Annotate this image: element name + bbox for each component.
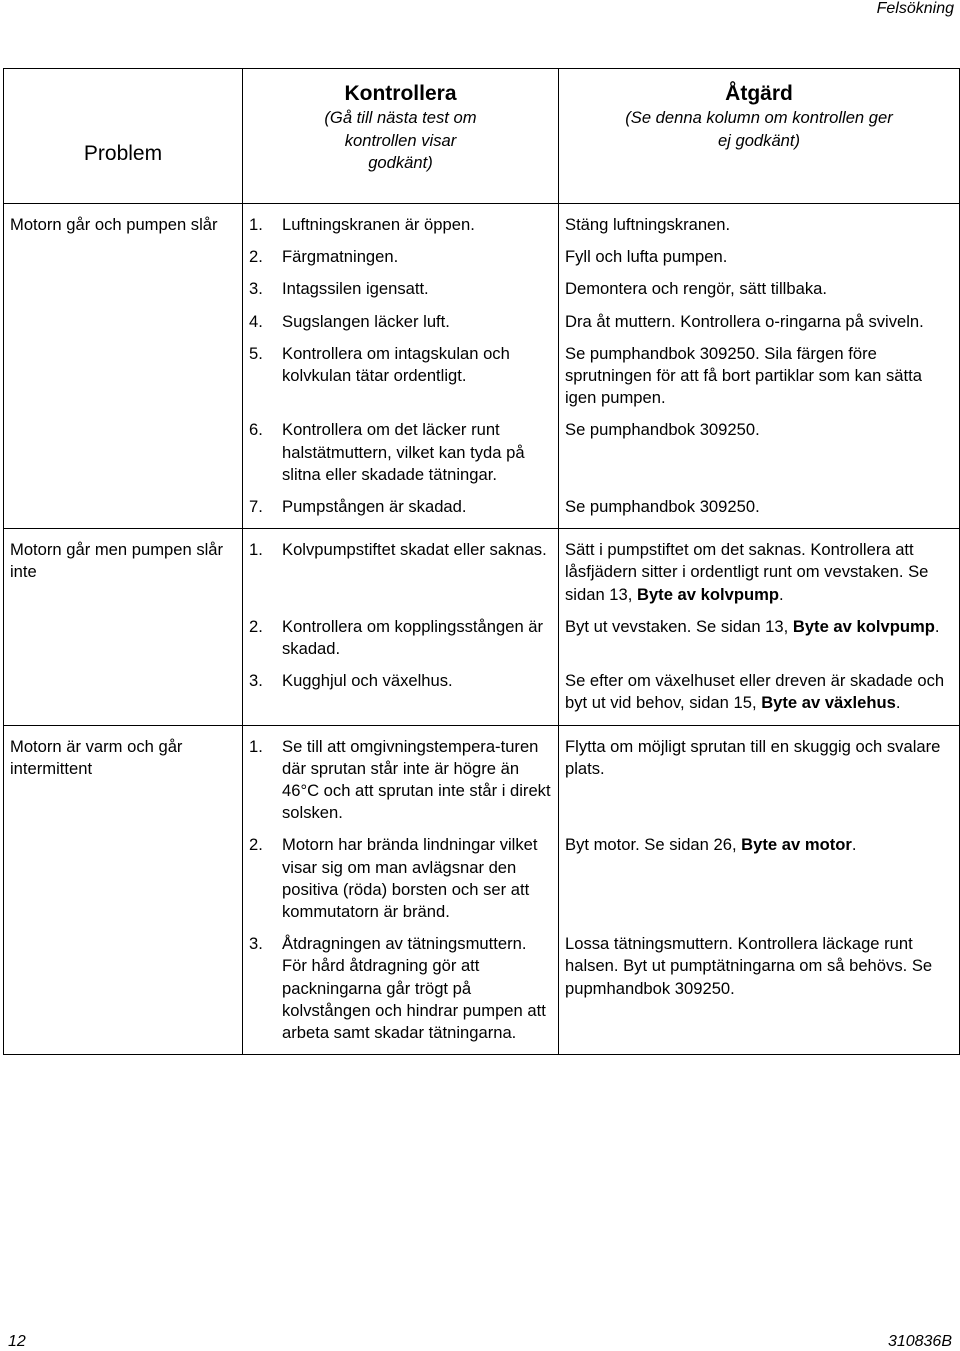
action-text: Demontera och rengör, sätt tillbaka. <box>565 279 827 299</box>
check-text: Kontrollera om intagskulan och kolvkulan tätar ordentligt. <box>282 343 510 386</box>
action-text: Stäng luftningskranen. <box>565 215 731 234</box>
check-text: Kontrollera om kopplingsstången är skadad. <box>282 616 544 659</box>
action-cell <box>559 204 960 237</box>
problem-cell: Motorn är varm och går intermittent <box>4 725 243 1055</box>
step-number: 3. <box>249 279 263 299</box>
check-cell <box>243 409 559 486</box>
action-text: Se pumphandbok 309250. Sila färgen före sprutningen för att få bort partiklar som kan sätta igen pumpen. <box>565 343 922 408</box>
step-number: 2. <box>249 616 263 636</box>
check-text: Färgmatningen. <box>282 247 399 267</box>
check-text: Åtdragningen av tätningsmuttern. För hård åtdragning gör att packningarna går trögt på kolvstången och hindrar pumpen att arbeta samt skadar tätningarna. <box>282 934 546 1043</box>
problem-cell: Motorn går men pumpen slår inte <box>4 529 243 725</box>
action-link-ref: Byte av kolvpump <box>792 616 935 636</box>
table-row <box>4 204 960 237</box>
problem-cell: Motorn går och pumpen slår <box>4 204 243 529</box>
action-cell <box>559 824 960 923</box>
step-number: 2. <box>249 835 263 855</box>
header-check <box>243 69 559 204</box>
action-text: Fyll och lufta pumpen. <box>565 247 728 267</box>
action-link-ref: Byte av växlehus <box>761 693 896 713</box>
check-text: Kontrollera om det läcker runt halstätmuttern, vilket kan tyda på slitna eller skadade tätningar. <box>282 420 525 484</box>
section-title: Felsökning <box>876 0 954 17</box>
action-cell <box>559 606 960 660</box>
header-check-subtitle: (Gå till nästa test om kontrollen visar godkänt) <box>324 108 477 172</box>
step-number: 3. <box>249 671 263 691</box>
action-text: Lossa tätningsmuttern. Kontrollera läckage runt halsen. Byt ut pumptätningarna om så behövs. Se pupmhandbok 309250. <box>565 934 933 998</box>
step-number: 4. <box>249 311 263 331</box>
action-cell <box>559 333 960 410</box>
action-link-ref: Byte av kolvpump <box>636 584 779 604</box>
action-cell <box>559 409 960 486</box>
action-cell <box>559 268 960 300</box>
action-cell <box>559 486 960 529</box>
check-cell <box>243 486 559 529</box>
check-cell <box>243 923 559 1055</box>
step-number: 7. <box>249 497 263 517</box>
action-cell <box>559 923 960 1055</box>
check-cell <box>243 333 559 410</box>
step-number: 2. <box>249 247 263 267</box>
header-action-title: Åtgärd <box>725 82 793 105</box>
troubleshooting-table <box>3 68 960 1055</box>
check-text: Kugghjul och växelhus. <box>282 671 453 691</box>
step-number: 5. <box>249 343 263 363</box>
check-cell <box>243 725 559 824</box>
check-text: Sugslangen läcker luft. <box>282 311 450 331</box>
action-text: Se efter om växelhuset eller dreven är skadade och byt ut vid behov, sidan 15, Byte av växlehus. <box>565 671 945 713</box>
check-text: Kolvpumpstiftet skadat eller saknas. <box>282 540 547 560</box>
header-action-subtitle: (Se denna kolumn om kontrollen ger ej godkänt) <box>625 108 893 150</box>
table-row <box>4 529 960 606</box>
check-text: Se till att omgivningstempera-turen där sprutan står inte är högre än 46°C och att sprutan inte står i direkt solsken. <box>282 736 551 823</box>
check-cell <box>243 606 559 660</box>
check-cell <box>243 660 559 725</box>
action-cell <box>559 660 960 725</box>
step-number: 1. <box>249 540 263 560</box>
action-text: Byt ut vevstaken. Se sidan 13, Byte av kolvpump. <box>565 616 940 636</box>
check-cell <box>243 236 559 268</box>
table-row <box>4 725 960 824</box>
check-text: Motorn har brända lindningar vilket visar sig om man avlägsnar den positiva (röda) borsten och ser att kommutatorn är bränd. <box>282 835 538 922</box>
check-text: Pumpstången är skadad. <box>282 497 467 517</box>
action-link-ref: Byte av motor <box>741 835 852 855</box>
header-problem: Problem <box>4 69 243 204</box>
check-cell <box>243 301 559 333</box>
action-cell <box>559 236 960 268</box>
header-action <box>559 69 960 204</box>
action-cell <box>559 725 960 824</box>
step-number: 1. <box>249 215 263 234</box>
action-text: Flytta om möjligt sprutan till en skuggig och svalare plats. <box>565 736 941 778</box>
step-number: 3. <box>249 934 263 954</box>
page-number: 12 <box>8 1333 26 1350</box>
check-cell <box>243 824 559 923</box>
check-cell <box>243 268 559 300</box>
document-number: 310836B <box>887 1333 952 1350</box>
check-cell <box>243 529 559 606</box>
step-number: 1. <box>249 736 263 756</box>
header-check-title: Kontrollera <box>344 82 457 105</box>
check-text: Intagssilen igensatt. <box>282 279 429 299</box>
action-text: Byt motor. Se sidan 26, Byte av motor. <box>565 835 857 855</box>
check-text: Luftningskranen är öppen. <box>282 215 475 234</box>
check-cell <box>243 204 559 237</box>
action-cell <box>559 529 960 606</box>
action-text: Se pumphandbok 309250. <box>565 420 760 440</box>
action-text: Se pumphandbok 309250. <box>565 497 760 517</box>
action-cell <box>559 301 960 333</box>
action-text: Dra åt muttern. Kontrollera o-ringarna på sviveln. <box>565 311 924 331</box>
table-header-row <box>4 69 960 204</box>
step-number: 6. <box>249 420 263 440</box>
action-text: Sätt i pumpstiftet om det saknas. Kontrollera att låsfjädern sitter i ordentligt runt om vevstaken. Se sidan 13, Byte av kolvpump. <box>565 540 929 604</box>
